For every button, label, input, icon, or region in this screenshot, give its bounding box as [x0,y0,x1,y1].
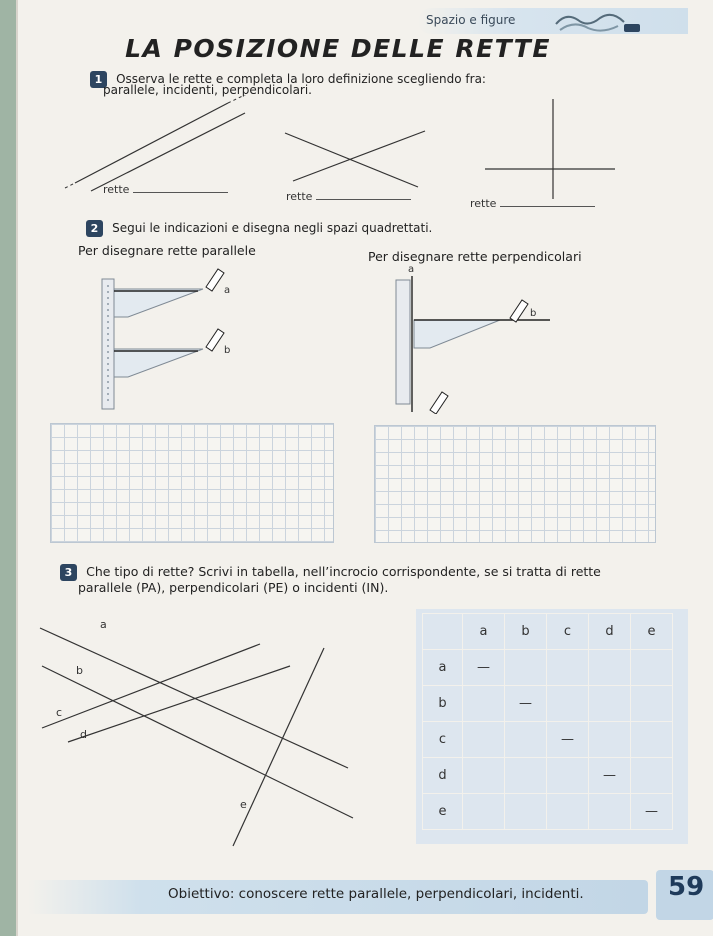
table-col-header: d [589,614,631,650]
ex1-text-line1: Osserva le rette e completa la loro definizione scegliendo fra: [116,72,486,86]
ex1-answer-3[interactable] [500,206,595,207]
table-col-header: c [547,614,589,650]
table-row-header: c [423,722,463,758]
ex1-label-3: rette [470,197,595,210]
table-cell[interactable] [589,722,631,758]
decoration-icon [548,10,643,34]
table-cell[interactable] [631,650,673,686]
table-row [423,686,673,722]
ex1-incident-line-2 [293,131,425,181]
table-row-header: a [423,650,463,686]
pencil-icon-3 [510,300,528,322]
ex1-parallel-line-2 [91,113,245,191]
table-corner [423,614,463,650]
ex3-lines-figure [28,608,358,858]
line-c [42,644,260,728]
table-cell-diag: — [631,794,673,830]
line-label-d: d [80,728,87,741]
table-row [423,650,673,686]
line-label-a: a [100,618,107,631]
ex1-text-line2: parallele, incidenti, perpendicolari. [103,83,312,97]
table-row [423,722,673,758]
table-cell[interactable] [505,650,547,686]
table-row-header: d [423,758,463,794]
table-row [423,794,673,830]
ex2-right-label-b: b [530,308,537,319]
line-label-b: b [76,664,83,677]
table-cell[interactable] [505,758,547,794]
line-label-c: c [56,706,63,719]
ex2-instruction: Segui le indicazioni e disegna negli spazi quadrettati. [112,221,433,235]
ex3-header [60,561,601,581]
pencil-icon-4 [430,392,448,414]
table-cell[interactable] [589,686,631,722]
relationship-table [422,613,673,830]
ex1-parallel-line-1 [75,103,228,183]
table-row [423,758,673,794]
ex3-text-line2: parallele (PA), perpendicolari (PE) o incidenti (IN). [78,580,389,595]
table-cell[interactable] [505,794,547,830]
footer-objective: Obiettivo: conoscere rette parallele, perpendicolari, incidenti. [168,886,584,902]
line-d [68,666,290,742]
ex2-left-heading: Per disegnare rette parallele [78,243,256,258]
table-cell[interactable] [589,794,631,830]
ex1-parallel-dash-2 [228,95,253,103]
ex1-answer-1[interactable] [133,192,228,193]
table-cell[interactable] [547,794,589,830]
pencil-icon-2 [206,329,224,351]
ex2-left-label-b: b [224,345,231,356]
ex2-number: 2 [86,220,103,237]
table-cell[interactable] [463,794,505,830]
section-name: Spazio e figure [426,13,516,27]
line-b [42,666,353,818]
ex1-label-1: rette [103,183,228,196]
table-cell[interactable] [547,758,589,794]
table-cell[interactable] [631,686,673,722]
table-row-header: e [423,794,463,830]
ex2-parallel-illustration [88,265,268,415]
ex3-text-line1: Che tipo di rette? Scrivi in tabella, nell’incrocio corrispondente, se si tratta di rette [86,564,601,579]
ex2-grid-perpendicular[interactable] [374,425,656,543]
table-cell[interactable] [547,686,589,722]
table-cell[interactable] [505,722,547,758]
table-col-header: e [631,614,673,650]
ex2-header [86,217,432,237]
table-cell-diag: — [547,722,589,758]
table-cell-diag: — [463,650,505,686]
ex2-right-heading: Per disegnare rette perpendicolari [368,249,582,264]
ex2-perpendicular-illustration [390,264,560,414]
table-cell[interactable] [631,758,673,794]
pencil-icon-1 [206,269,224,291]
table-cell[interactable] [547,650,589,686]
table-cell[interactable] [463,722,505,758]
table-col-header: b [505,614,547,650]
ex3-table-wrapper [416,609,688,844]
table-header-row [423,614,673,650]
page-number: 59 [668,872,705,902]
table-col-header: a [463,614,505,650]
table-cell[interactable] [463,758,505,794]
line-a [40,628,348,768]
ex1-label-2: rette [286,190,411,203]
table-row-header: b [423,686,463,722]
ex1-parallel-dash-1 [65,183,75,188]
table-cell[interactable] [589,650,631,686]
ex1-answer-2[interactable] [316,199,411,200]
table-cell-diag: — [505,686,547,722]
ex2-left-label-a: a [224,285,231,296]
line-e [233,648,324,846]
page-title: LA POSIZIONE DELLE RETTE [125,34,551,63]
line-label-e: e [240,798,247,811]
ex2-grid-parallel[interactable] [50,423,334,543]
ex1-number: 1 [90,71,107,88]
section-tag [418,8,688,34]
ex2-right-label-a: a [408,264,415,275]
ex3-number: 3 [60,564,77,581]
table-cell[interactable] [463,686,505,722]
workbook-page [16,0,713,936]
table-cell[interactable] [631,722,673,758]
table-cell-diag: — [589,758,631,794]
